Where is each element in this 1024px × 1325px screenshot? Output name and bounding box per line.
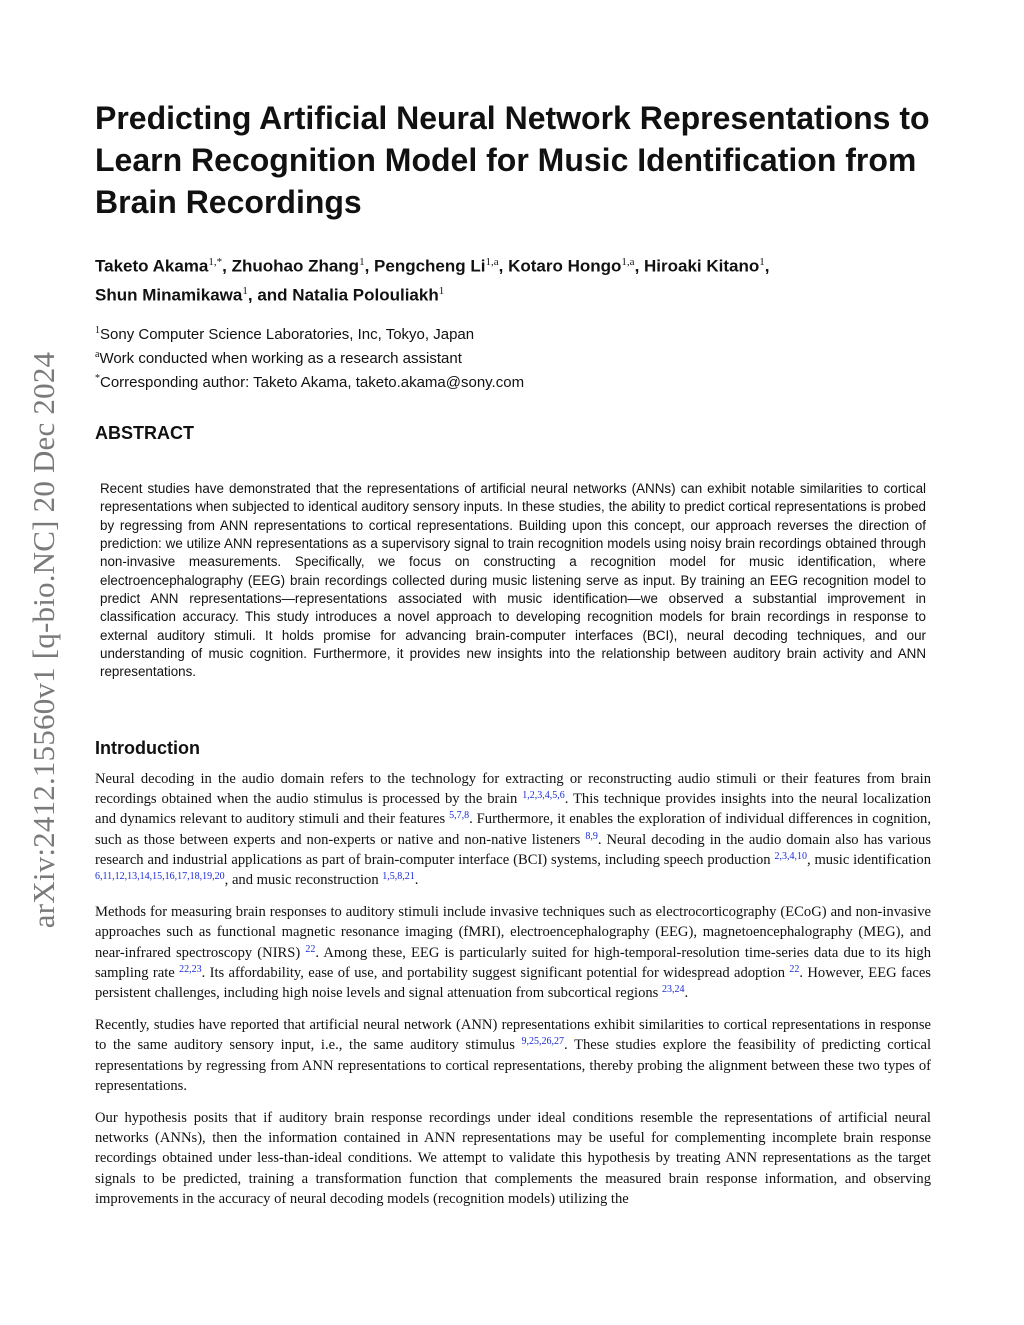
introduction-body bbox=[95, 769, 931, 1221]
introduction-paragraph bbox=[95, 1015, 931, 1096]
paragraph-text: . Neural decoding in the audio domain also has various research and industrial applications as part of brain-computer interface (BCI) systems, including speech production bbox=[95, 831, 931, 868]
paragraph-text: Our hypothesis posits that if auditory brain response recordings under ideal conditions resemble the representations of artificial neural networks (ANNs), then the information contained in ANN representations may be useful for complementing incomplete brain response recordings obtained under less-than-ideal conditions. We attempt to validate this hypothesis by treating ANN representations as the target signals to be predicted, training a transformation function that complements the measured brain response information, and observing improvements in the accuracy of neural decoding models (recognition models) utilizing the bbox=[95, 1110, 931, 1207]
affiliation-list bbox=[95, 321, 945, 393]
author: Natalia Polouliakh bbox=[292, 285, 439, 305]
introduction-heading: Introduction bbox=[95, 738, 200, 758]
author: Hiroaki Kitano bbox=[644, 256, 760, 276]
affiliation-mark: * bbox=[95, 373, 100, 384]
citation-link[interactable]: 22,23 bbox=[179, 963, 202, 975]
affiliation-mark: 1 bbox=[95, 325, 100, 336]
citation-link[interactable]: 6,11,12,13,14,15,16,17,18,19,20 bbox=[95, 871, 225, 883]
paper-title: Predicting Artificial Neural Network Representations to Learn Recognition Model for Music Identification from Brain Recordings bbox=[95, 100, 930, 220]
abstract-heading: ABSTRACT bbox=[95, 423, 194, 443]
introduction-paragraph bbox=[95, 769, 931, 890]
affiliation-text: Work conducted when working as a research assistant bbox=[99, 350, 462, 367]
author: Pengcheng Li bbox=[374, 256, 486, 276]
paragraph-text: . Among these, EEG is particularly suited for high-temporal-resolution time-series data due to its high sampling rate bbox=[95, 944, 931, 981]
author-affiliation-mark: 1 bbox=[359, 256, 365, 268]
author-affiliation-mark: 1 bbox=[438, 284, 445, 297]
citation-link[interactable]: 22 bbox=[305, 943, 316, 955]
paragraph-text: . However, EEG faces persistent challenges, including high noise levels and signal attenuation from subcortical regions bbox=[95, 964, 931, 1002]
affiliation-text: Corresponding author: Taketo Akama, taketo.akama@sony.com bbox=[100, 374, 525, 391]
author: Taketo Akama bbox=[95, 256, 209, 276]
author: Kotaro Hongo bbox=[508, 256, 622, 276]
author-affiliation-mark: 1,a bbox=[621, 256, 635, 268]
abstract-text: Recent studies have demonstrated that the representations of artificial neural networks (ANNs) can exhibit notable similarities to cortical representations when subjected to identical auditory sensory inputs. In these studies, the ability to predict cortical representations is probed by regressing from ANN representations to cortical representations. Building upon this concept, our approach reverses the direction of prediction: we utilize ANN representations as a supervisory signal to train recognition models using noisy brain recordings obtained through non-invasive measurements. Specifically, we focus on constructing a recognition model for music identification, where electroencephalography (EEG) brain recordings collected during music listening serve as input. By training an EEG recognition model to predict ANN representations—representations associated with music identification—we observed a substantial improvement in classification accuracy. This study introduces a novel approach to developing recognition models for brain recordings in response to external auditory stimuli. It holds promise for advancing brain-computer interfaces (BCI), neural decoding techniques, and our understanding of music cognition. Furthermore, it provides new insights into the relationship between auditory brain activity and ANN representations. bbox=[100, 481, 926, 680]
citation-link[interactable]: 22 bbox=[789, 963, 800, 975]
author-affiliation-mark: 1 bbox=[759, 256, 765, 268]
affiliation-mark: a bbox=[95, 349, 100, 360]
paragraph-text: Neural decoding in the audio domain refers to the technology for extracting or reconstructing audio stimuli or their features from brain recordings obtained when the audio stimulus is processed by the brain bbox=[95, 771, 931, 808]
author: Shun Minamikawa bbox=[95, 285, 243, 305]
affiliation-line bbox=[95, 321, 945, 345]
paragraph-text: . bbox=[414, 872, 419, 889]
author-list: Taketo Akama$^{1,*}$, Zhuohao Zhang$^1$, Pengcheng Li$^{1,a}$, Kotaro Hongo$^{1,a}$, Hiroaki Kitano$^1$, Shun Minamikawa$^1$, and Natalia Polouliakh$^1$ bbox=[95, 256, 770, 305]
citation-link[interactable]: 1,5,8,21 bbox=[382, 871, 415, 883]
introduction-paragraph bbox=[95, 1108, 931, 1209]
paragraph-text: . bbox=[684, 985, 689, 1002]
paragraph-text: Methods for measuring brain responses to auditory stimuli include invasive techniques such as electrocorticography (ECoG) and non-invasive approaches such as functional magnetic resonance imaging (fMRI), electroencephalography (EEG), magnetoencephalography (MEG), and near-infrared spectroscopy (NIRS) bbox=[95, 904, 931, 961]
citation-link[interactable]: 9,25,26,27 bbox=[521, 1036, 565, 1048]
author-affiliation-mark: 1,a bbox=[485, 256, 499, 268]
affiliation-line bbox=[95, 369, 945, 393]
affiliation-text: Sony Computer Science Laboratories, Inc, Tokyo, Japan bbox=[100, 326, 475, 343]
paragraph-text: . This technique provides insights into the neural localization and dynamics relevant to auditory stimuli and their features bbox=[95, 791, 931, 828]
citation-link[interactable]: 8,9 bbox=[585, 830, 598, 842]
author: Zhuohao Zhang bbox=[231, 256, 360, 276]
author-affiliation-mark: 1,* bbox=[208, 256, 223, 268]
paragraph-text: , music identification bbox=[806, 851, 931, 868]
author-affiliation-mark: 1 bbox=[242, 284, 248, 297]
paragraph-text: . Its affordability, ease of use, and portability suggest significant potential for widespread adoption bbox=[201, 964, 790, 981]
citation-link[interactable]: 2,3,4,10 bbox=[774, 850, 807, 862]
citation-link[interactable]: 1,2,3,4,5,6 bbox=[522, 790, 565, 802]
paragraph-text: , and music reconstruction bbox=[224, 872, 383, 889]
affiliation-line bbox=[95, 345, 945, 369]
citation-link[interactable]: 23,24 bbox=[662, 984, 685, 996]
author-conjunction: and bbox=[257, 285, 288, 305]
citation-link[interactable]: 5,7,8 bbox=[449, 810, 470, 822]
paragraph-text: . These studies explore the feasibility of predicting cortical representations by regressing from ANN representations to cortical representations, thereby probing the alignment between these two types of representations. bbox=[95, 1037, 932, 1094]
introduction-paragraph bbox=[95, 902, 931, 1003]
paragraph-text: Recently, studies have reported that artificial neural network (ANN) representations exhibit similarities to cortical representations in response to the same auditory sensory input, i.e., the same auditory stimulus bbox=[95, 1017, 931, 1054]
paragraph-text: . Furthermore, it enables the exploration of individual differences in cognition, such as those between experts and non-experts or native and non-native listeners bbox=[95, 811, 931, 848]
arxiv-identifier-stamp: arXiv:2412.15560v1 [q-bio.NC] 20 Dec 2024 bbox=[26, 351, 61, 929]
